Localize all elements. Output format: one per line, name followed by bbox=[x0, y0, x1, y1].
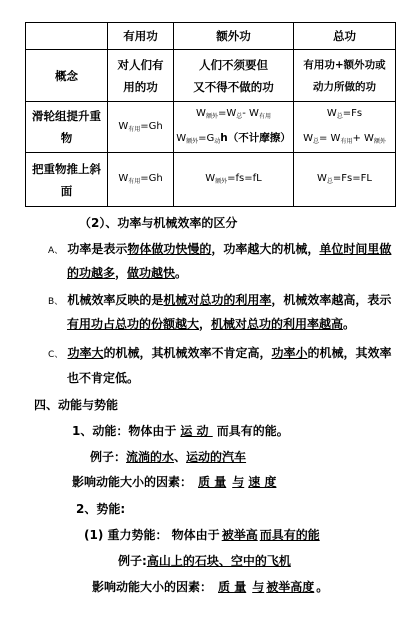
formula-rest: =Gh bbox=[140, 120, 163, 132]
formula-rest: = W bbox=[318, 133, 341, 144]
item-b-text1: 机械效率反映的是 bbox=[67, 293, 164, 307]
gravity-def-blank: 被举高 bbox=[221, 528, 258, 542]
table-header-extra: 额外功 bbox=[174, 23, 294, 50]
formula-w: W bbox=[205, 173, 216, 184]
incline-extra-formula bbox=[174, 153, 294, 207]
formula-sub: 有用 bbox=[128, 178, 141, 185]
concept-extra-line2: 又不得不做的功 bbox=[193, 79, 274, 94]
formula-w: W bbox=[118, 173, 129, 184]
kinetic-example-label: 例子： bbox=[90, 450, 127, 464]
pulley-label-line1: 滑轮组提升重 bbox=[32, 109, 101, 123]
gravity-example-text: 高山上的石块、空中的飞机 bbox=[146, 554, 291, 568]
incline-useful-formula bbox=[108, 153, 174, 207]
formula-rest: =W bbox=[217, 108, 237, 119]
gravity-factors-label: 影响动能大小的因素： bbox=[92, 580, 213, 594]
pulley-label-line2: 物 bbox=[60, 131, 73, 145]
formula-w: W bbox=[118, 120, 129, 132]
gravity-def-tail: 而具有的能 bbox=[259, 528, 320, 542]
formula-sub: 总 bbox=[236, 113, 243, 120]
item-a-period: 。 bbox=[175, 266, 188, 280]
gravity-factor-and: 与 bbox=[252, 580, 265, 594]
item-a-line1 bbox=[48, 240, 391, 257]
item-c-text2: 的机械，其效率 bbox=[307, 346, 392, 360]
formula-sub: 总 bbox=[312, 138, 319, 145]
item-a-text2: ，功率越大的机械， bbox=[211, 242, 320, 256]
item-b-period: 。 bbox=[343, 317, 356, 331]
gravity-factors bbox=[92, 578, 328, 595]
item-a-underline2: 单位时间里做 bbox=[319, 242, 392, 256]
formula-sub: 总 bbox=[336, 113, 343, 120]
gravity-factors-period: 。 bbox=[316, 580, 329, 594]
concept-extra bbox=[174, 50, 294, 102]
kinetic-example-2: 运动的汽车 bbox=[186, 450, 247, 464]
formula-rest: =Gh bbox=[140, 173, 163, 184]
item-b-underline1: 机械对总功的利用率 bbox=[163, 293, 272, 307]
table-header-empty bbox=[26, 23, 108, 50]
gravity-potential-definition bbox=[84, 526, 320, 543]
pulley-extra-line2 bbox=[176, 127, 291, 152]
item-b-comma: ， bbox=[199, 317, 212, 331]
incline-total-formula bbox=[294, 153, 396, 207]
formula-sub: 额外 bbox=[215, 178, 228, 185]
item-b-underline3: 机械对总功的利用率越高 bbox=[211, 317, 344, 331]
gravity-factor-height: 被举高度 bbox=[266, 580, 315, 594]
gravity-example bbox=[118, 552, 291, 569]
item-a-underline3: 的功越多 bbox=[67, 266, 116, 280]
pulley-total-formula bbox=[294, 102, 396, 153]
item-c-line1 bbox=[48, 344, 392, 361]
gravity-factor-mass: 质 量 bbox=[218, 580, 247, 594]
kinetic-factors bbox=[72, 473, 280, 490]
kinetic-factor-mass: 质 量 bbox=[198, 475, 227, 489]
formula-sub: 动 bbox=[214, 138, 221, 145]
table-header-row bbox=[26, 23, 396, 50]
pulley-useful-formula bbox=[108, 102, 174, 153]
kinetic-factor-speed: 速 度 bbox=[248, 475, 277, 489]
formula-w: W bbox=[196, 108, 206, 119]
formula-w: W bbox=[303, 133, 313, 144]
formula-w: W bbox=[317, 173, 327, 184]
kinetic-def-blank: 运 动 bbox=[180, 424, 213, 438]
item-a-text1: 功率是表示 bbox=[67, 242, 128, 256]
formula-w: W bbox=[326, 108, 337, 119]
incline-label bbox=[26, 153, 108, 207]
concept-useful bbox=[108, 50, 174, 102]
kinetic-example bbox=[90, 448, 246, 465]
formula-rest: =Fs bbox=[342, 108, 363, 119]
kinetic-example-1: 流淌的水 bbox=[126, 450, 175, 464]
table-row-incline bbox=[26, 153, 396, 207]
formula-sub: 额外 bbox=[373, 138, 386, 145]
comparison-table bbox=[25, 22, 396, 207]
pulley-extra-formula bbox=[174, 102, 294, 153]
potential-title: 2、势能: bbox=[76, 502, 126, 516]
item-c-underline1: 功率大 bbox=[67, 346, 104, 360]
concept-extra-line1: 人们不须要但 bbox=[199, 57, 268, 72]
item-b-line2 bbox=[67, 315, 355, 332]
formula-tail: h（不计摩擦） bbox=[220, 132, 291, 144]
section-4-title: 四、动能与势能 bbox=[34, 398, 119, 412]
pulley-total-line2 bbox=[296, 127, 393, 152]
formula-sub: 有用 bbox=[128, 125, 141, 133]
section-2-title: （2）、功率与机械效率的区分 bbox=[79, 216, 238, 230]
formula-sub: 有用 bbox=[340, 138, 353, 145]
formula-rest: + W bbox=[352, 133, 374, 144]
concept-useful-line2: 用的功 bbox=[123, 79, 158, 94]
formula-sub: 额外 bbox=[186, 138, 199, 145]
gravity-def-text: (1) 重力势能： 物体由于 bbox=[84, 528, 220, 542]
table-header-useful: 有用功 bbox=[108, 23, 174, 50]
item-c-underline2: 功率小 bbox=[271, 346, 308, 360]
concept-useful-line1: 对人们有 bbox=[117, 57, 164, 72]
item-a-line2 bbox=[67, 264, 187, 281]
kinetic-example-sep: 、 bbox=[174, 450, 187, 464]
table-row-pulley bbox=[26, 102, 396, 153]
kinetic-factors-label: 影响动能大小的因素： bbox=[72, 475, 193, 489]
formula-rest: =fs=fL bbox=[227, 173, 262, 184]
formula-rest: =G bbox=[198, 133, 215, 144]
formula-sub: 总 bbox=[326, 178, 333, 185]
item-c-text1: 的机械，其机械效率不肯定高， bbox=[103, 346, 272, 360]
item-a-letter: A、 bbox=[48, 246, 64, 256]
item-b-line1 bbox=[48, 291, 391, 308]
concept-total-line2: 动力所做的功 bbox=[313, 80, 376, 93]
formula-sub: 额外 bbox=[205, 113, 218, 120]
concept-label: 概念 bbox=[26, 50, 108, 102]
formula-rest: - W bbox=[242, 108, 259, 119]
item-c-line2: 也不肯定低。 bbox=[67, 371, 140, 385]
item-c-letter: C、 bbox=[48, 350, 64, 360]
formula-sub: 有用 bbox=[258, 113, 271, 120]
kinetic-def-text: 1、动能：物体由于 bbox=[72, 424, 177, 438]
kinetic-factor-and: 与 bbox=[232, 475, 245, 489]
table-row-concept bbox=[26, 50, 396, 102]
concept-total-line1: 有用功+额外功或 bbox=[303, 58, 386, 71]
incline-label-line1: 把重物推上斜 bbox=[32, 161, 101, 176]
pulley-label bbox=[26, 102, 108, 153]
kinetic-definition bbox=[72, 422, 289, 439]
item-a-comma: ， bbox=[115, 266, 128, 280]
item-b-letter: B、 bbox=[48, 297, 64, 307]
concept-total bbox=[294, 50, 396, 102]
item-a-underline4: 做功越快 bbox=[127, 266, 176, 280]
pulley-extra-line1 bbox=[176, 102, 291, 127]
pulley-total-line1 bbox=[296, 102, 393, 127]
formula-w: W bbox=[176, 133, 187, 144]
item-a-underline1: 物体做功快慢的 bbox=[127, 242, 212, 256]
item-b-text2: ，机械效率越高，表示 bbox=[271, 293, 392, 307]
item-b-underline2: 有用功占总功的份额越大 bbox=[67, 317, 200, 331]
gravity-example-label: 例子: bbox=[118, 554, 147, 568]
table-header-total: 总功 bbox=[294, 23, 396, 50]
kinetic-def-tail: 而具有的能。 bbox=[216, 424, 289, 438]
formula-rest: =Fs=FL bbox=[332, 173, 372, 184]
incline-label-line2: 面 bbox=[60, 183, 73, 198]
